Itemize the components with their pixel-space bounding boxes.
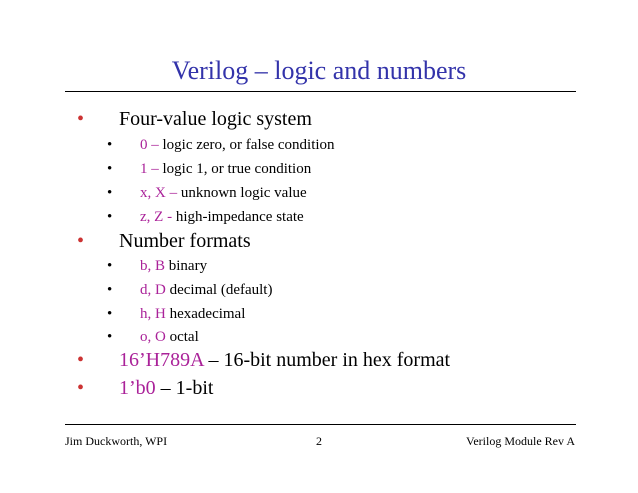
bullet-marker: • — [77, 349, 85, 371]
bullet-text: 1’b0 – 1-bit — [119, 377, 214, 399]
sub-bullet-text: x, X – unknown logic value — [140, 185, 307, 201]
sub-bullet-marker: • — [107, 161, 113, 177]
bullet-text: 16’H789A – 16-bit number in hex format — [119, 349, 451, 371]
bullet-text: Four-value logic system — [119, 108, 312, 130]
title-divider — [65, 91, 576, 92]
sub-bullet-marker: • — [107, 282, 113, 298]
footer-divider — [65, 424, 576, 425]
footer-page-number: 2 — [316, 434, 322, 448]
bullet-text: Number formats — [119, 230, 251, 252]
sub-bullet-marker: • — [107, 137, 113, 153]
bullet-marker: • — [77, 230, 85, 252]
sub-bullet-text: h, H hexadecimal — [140, 306, 246, 322]
bullet-marker: • — [77, 377, 85, 399]
bullet-marker: • — [77, 108, 85, 130]
sub-bullet-text: d, D decimal (default) — [140, 282, 273, 298]
sub-bullet-text: 0 – logic zero, or false condition — [140, 137, 335, 153]
sub-bullet-marker: • — [107, 306, 113, 322]
sub-bullet-marker: • — [107, 209, 113, 225]
sub-bullet-text: z, Z - high-impedance state — [140, 209, 304, 225]
sub-bullet-text: b, B binary — [140, 258, 208, 274]
footer-module: Verilog Module Rev A — [466, 434, 575, 448]
footer-author: Jim Duckworth, WPI — [65, 434, 168, 448]
sub-bullet-marker: • — [107, 329, 113, 345]
slide-title: Verilog – logic and numbers — [171, 56, 467, 85]
sub-bullet-marker: • — [107, 258, 113, 274]
sub-bullet-text: 1 – logic 1, or true condition — [140, 161, 312, 177]
sub-bullet-marker: • — [107, 185, 113, 201]
sub-bullet-text: o, O octal — [140, 329, 199, 345]
